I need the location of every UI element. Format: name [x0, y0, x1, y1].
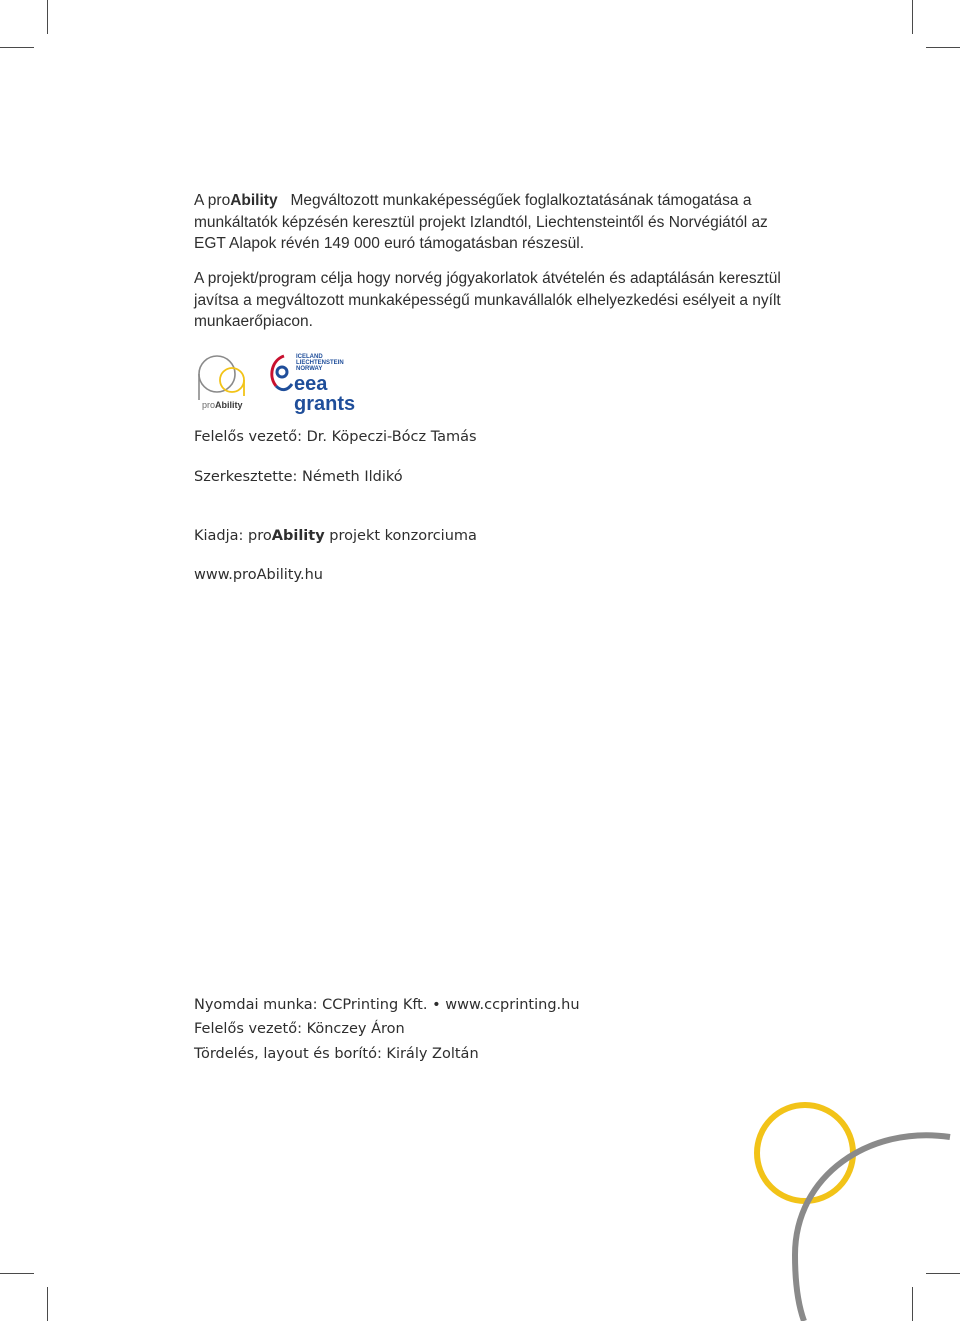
- intro-prefix: A: [194, 192, 204, 209]
- eea-country-liechtenstein: LIECHTENSTEIN: [296, 360, 344, 366]
- intro-paragraph: [194, 190, 794, 255]
- logos-row: [194, 350, 374, 414]
- intro-brand: proAbility: [207, 192, 278, 209]
- website-link[interactable]: www.proAbility.hu: [194, 567, 323, 583]
- proability-logo: [194, 350, 250, 412]
- crop-mark-top-left-h: [0, 47, 34, 48]
- crop-mark-bottom-left-h: [0, 1273, 34, 1274]
- editor: Szerkesztette: Németh Ildikó: [194, 469, 403, 485]
- responsible-manager: Felelős vezető: Dr. Köpeczi-Bócz Tamás: [194, 429, 477, 445]
- crop-mark-top-right-h: [926, 47, 960, 48]
- eea-country-norway: NORWAY: [296, 366, 323, 372]
- printer-info: Nyomdai munka: CCPrinting Kft. • www.ccprinting.hu: [194, 997, 580, 1013]
- project-goal-paragraph: A projekt/program célja hogy norvég jógyakorlatok átvételén és adaptálásán keresztül javítsa a megváltozott munkaképességű munkavállalók elhelyezkedési esélyeit a nyílt munkaerőpiacon.: [194, 270, 781, 330]
- crop-mark-bottom-left: [47, 1287, 48, 1321]
- printer-manager: Felelős vezető: Könczey Áron: [194, 1021, 405, 1037]
- grants-word: grants: [294, 393, 356, 414]
- eea-grants-logo: [268, 350, 368, 414]
- eea-country-iceland: ICELAND: [296, 354, 323, 360]
- crop-mark-top-left: [47, 0, 48, 34]
- svg-text:proAbility: [202, 400, 243, 410]
- layout-credit: Tördelés, layout és borító: Király Zoltán: [194, 1046, 479, 1062]
- eea-word: eea: [294, 373, 328, 395]
- crop-mark-top-right: [912, 0, 913, 34]
- publisher: Kiadja: proAbility projekt konzorciuma: [194, 528, 477, 544]
- proability-logo-ability: Ability: [215, 400, 243, 410]
- intro-text: Megváltozott munkaképességűek foglalkoztatásának támogatása a munkáltatók képzésén keresztül projekt Izlandtól, Liechtensteintől és Norvégiától az EGT Alapok révén 149 000 euró támogatásban részesül.: [194, 192, 768, 252]
- decorative-circles: [740, 1095, 960, 1321]
- proability-logo-pro: pro: [202, 400, 216, 410]
